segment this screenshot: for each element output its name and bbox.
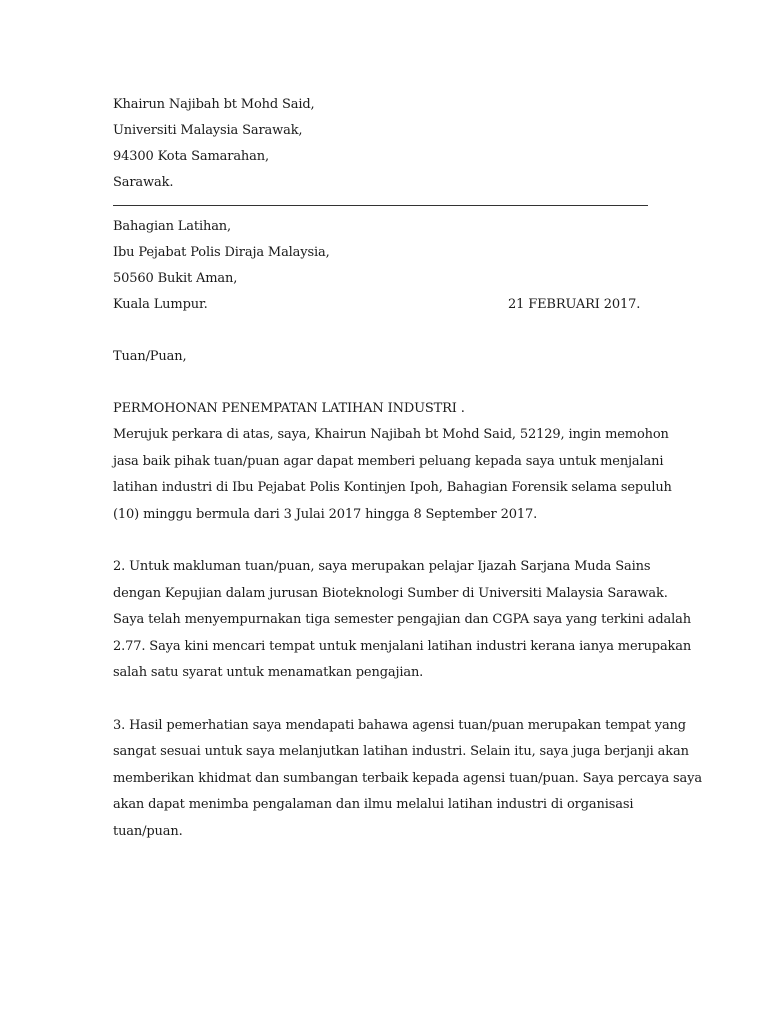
sender-postcode-city: 94300 Kota Samarahan, xyxy=(113,149,269,164)
letter-body xyxy=(113,92,702,845)
paragraph-line: sangat sesuai untuk saya melanjutkan latihan industri. Selain itu, saya juga berjanji akan xyxy=(113,744,689,759)
sender-name: Khairun Najibah bt Mohd Said, xyxy=(113,97,315,112)
paragraph-line: akan dapat menimba pengalaman dan ilmu melalui latihan industri di organisasi xyxy=(113,797,634,812)
paragraph-line: salah satu syarat untuk menamatkan pengajian. xyxy=(113,665,424,680)
recipient-department: Bahagian Latihan, xyxy=(113,219,232,234)
recipient-city-date-row xyxy=(113,292,653,318)
paragraph-line: Merujuk perkara di atas, saya, Khairun Najibah bt Mohd Said, 52129, ingin memohon xyxy=(113,427,669,442)
recipient-city: Kuala Lumpur. xyxy=(113,297,208,312)
sender-address xyxy=(113,92,653,196)
paragraph-line: tuan/puan. xyxy=(113,823,183,839)
paragraph-line: memberikan khidmat dan sumbangan terbaik kepada agensi tuan/puan. Saya percaya saya xyxy=(113,770,702,786)
recipient-address xyxy=(113,214,653,318)
paragraph-line: Saya telah menyempurnakan tiga semester pengajian dan CGPA saya yang terkini adalah xyxy=(113,612,691,627)
subject-heading: PERMOHONAN PENEMPATAN LATIHAN INDUSTRI . xyxy=(113,401,465,416)
sender-institution: Universiti Malaysia Sarawak, xyxy=(113,123,303,138)
letter-date: 21 FEBRUARI 2017. xyxy=(508,297,641,312)
paragraph-line: latihan industri di Ibu Pejabat Polis Kontinjen Ipoh, Bahagian Forensik selama sepuluh xyxy=(113,480,672,495)
recipient-organisation: Ibu Pejabat Polis Diraja Malaysia, xyxy=(113,245,330,260)
paragraph-line: (10) minggu bermula dari 3 Julai 2017 hingga 8 September 2017. xyxy=(113,506,538,522)
recipient-postcode-area: 50560 Bukit Aman, xyxy=(113,271,238,286)
sender-state: Sarawak. xyxy=(113,175,174,190)
paragraph-line: 3. Hasil pemerhatian saya mendapati bahawa agensi tuan/puan merupakan tempat yang xyxy=(113,717,686,733)
paragraph-1 xyxy=(113,422,672,528)
paragraph-3 xyxy=(113,713,702,846)
paragraph-2 xyxy=(113,554,692,687)
paragraph-line: 2.77. Saya kini mencari tempat untuk menjalani latihan industri kerana ianya merupakan xyxy=(113,638,692,654)
address-divider xyxy=(113,205,648,206)
salutation: Tuan/Puan, xyxy=(113,349,187,364)
paragraph-line: 2. Untuk makluman tuan/puan, saya merupakan pelajar Ijazah Sarjana Muda Sains xyxy=(113,559,651,574)
paragraph-line: dengan Kepujian dalam jurusan Bioteknologi Sumber di Universiti Malaysia Sarawak. xyxy=(113,585,668,601)
paragraph-line: jasa baik pihak tuan/puan agar dapat memberi peluang kepada saya untuk menjalani xyxy=(113,453,664,469)
